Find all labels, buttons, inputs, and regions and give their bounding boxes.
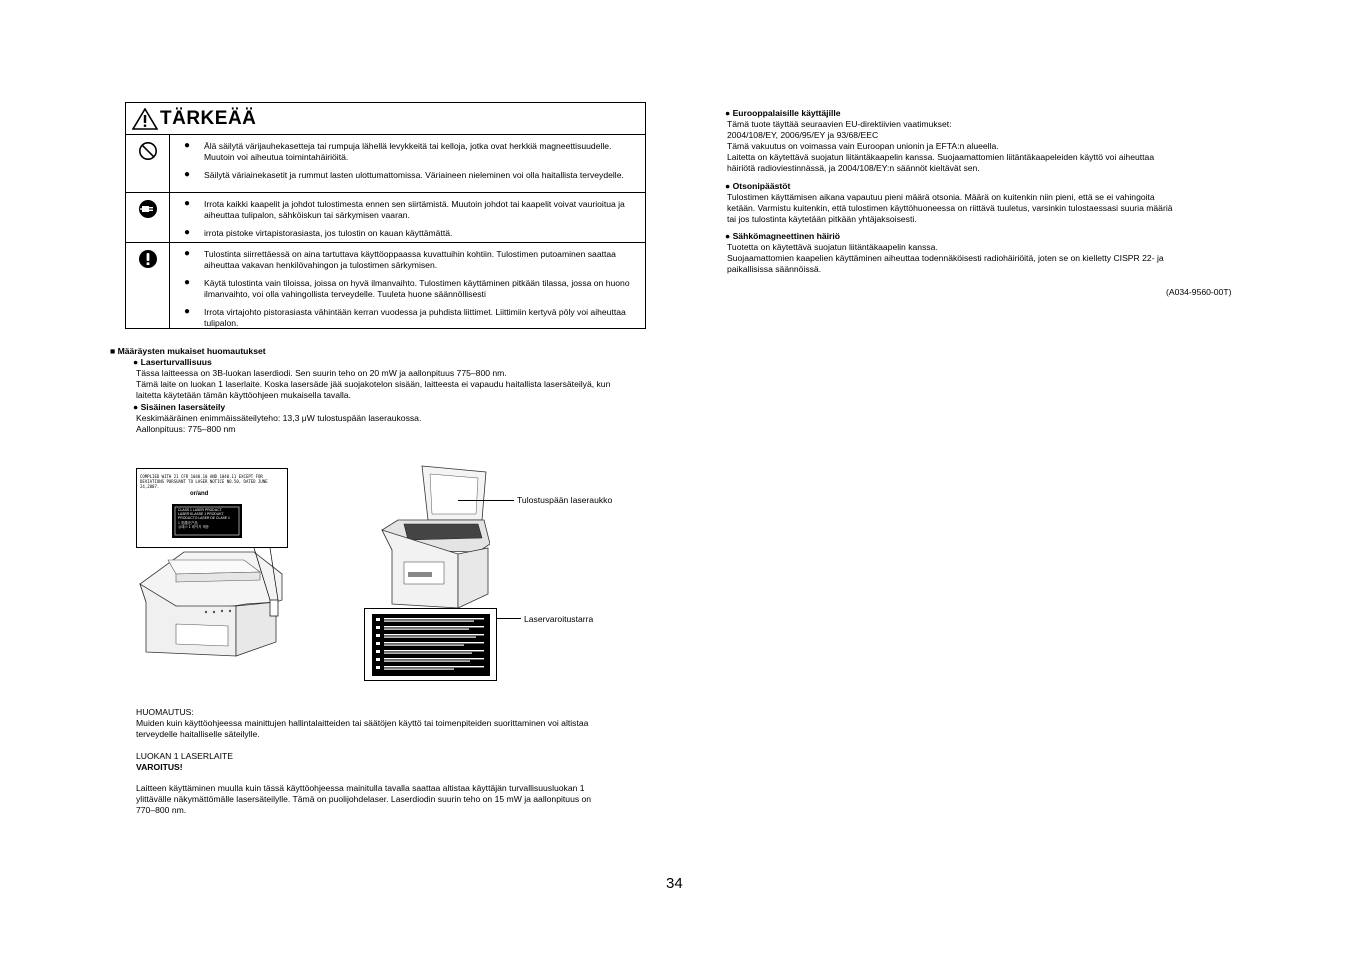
exclamation-icon	[138, 249, 158, 269]
laser-safety-line: Tässa laitteessa on 3B-luokan laserdiodi. Sen suurin teho on 20 mW ja aallonpituus 775–800 nm.	[136, 368, 507, 378]
warning-line: Laitteen käyttäminen muulla kuin tässä käyttöohjeessa mainitulla tavalla saattaa altistaa käyttäjän turvallisuusluokan 1	[136, 783, 585, 793]
class-label-text: CLASS 1 LASER PRODUCT LASER KLASSE 1 PRODUKT PRODUCTO LASER DE CLASE 1 1 类激光产品 클래스 1 레이저 제품	[178, 508, 230, 529]
ozone-line: ketään. Varmistu kuitenkin, että tulostimen käyttöhuoneessa on riittävä tuuletus, varsinkin tulostaessasi suuria määriä	[727, 203, 1173, 213]
internal-laser-line: Aallonpituus: 775–800 nm	[136, 424, 236, 434]
warning-item: ● Säilytä väriainekasetit ja rummut lasten ulottumattomissa. Väriaineen nieleminen voi olla haitallista terveydelle.	[184, 169, 624, 180]
warning-line: 770–800 nm.	[136, 805, 187, 815]
printer-illustration-left	[136, 540, 286, 660]
laser-safety-line: laitetta käytetään tämän käyttöohjeen mukaisella tavalla.	[136, 390, 351, 400]
or-and-label: or/and	[190, 491, 209, 497]
laser-safety-title: ● Laserturvallisuus	[133, 357, 212, 367]
class-title: LUOKAN 1 LASERLAITE	[136, 751, 233, 761]
ozone-line: tai jos tulostinta käytetään pitkään yhtäjaksoisesti.	[727, 214, 917, 224]
emc-line: Tuotetta on käytettävä suojatun liitäntäkaapelin kanssa.	[727, 242, 938, 252]
emc-title: ● Sähkömagneettinen häiriö	[725, 231, 841, 241]
emc-line: Suojaamattomien kaapelien käyttäminen aiheuttaa todennäköisesti radiohäiriöitä, joten se on kielletty CISPR 22- ja	[727, 253, 1164, 263]
warning-label: VAROITUS!	[136, 762, 183, 772]
warning-box	[125, 102, 646, 329]
warning-icon-cell	[126, 135, 170, 192]
warning-triangle-icon	[132, 108, 158, 130]
warning-item: ● Älä säilytä värijauhekasetteja tai rumpuja lähellä levykkeitä tai kelloja, jotka ovat herkkiä magneettisuudelle. Muutoin voi aiheutua toimintahäiriöitä.	[184, 140, 612, 162]
notice-line: terveydelle haitalliselle säteilylle.	[136, 729, 260, 739]
warning-title: TÄRKEÄÄ	[160, 108, 257, 129]
warning-header	[126, 103, 645, 135]
unplug-icon	[138, 199, 158, 219]
page-number: 34	[666, 875, 683, 892]
warning-line: ylittävälle näkymättömälle lasersäteilylle. Tämä on puolijohdelaser. Laserdiodin suurin teho on 15 mW ja aallonpituus on	[136, 794, 592, 804]
callout-line-aperture	[458, 500, 514, 501]
eu-line: Tämä tuote täyttää seuraavien EU-direktiivien vaatimukset:	[727, 119, 952, 129]
warning-item: ● Käytä tulostinta vain tiloissa, joissa on hyvä ilmanvaihto. Tulostimen käyttäminen pitkään tilassa, jossa on huono ilmanvaihto, voi olla vahingollista terveydelle. Tuuleta huone säännöllisesti	[184, 277, 630, 299]
eu-line: 2004/108/EY, 2006/95/EY ja 93/68/EEC	[727, 130, 879, 140]
eu-title: ● Eurooppalaisille käyttäjille	[725, 108, 841, 118]
printer-illustration-right	[378, 464, 490, 612]
notice-line: Muiden kuin käyttöohjeessa mainittujen hallintalaitteiden tai säätöjen käyttö tai toimenpiteiden suorittaminen voi altistaa	[136, 718, 589, 728]
callout-line-caution	[497, 618, 521, 619]
warning-row-caution	[126, 243, 645, 329]
ozone-title: ● Otsonipäästöt	[725, 181, 791, 191]
eu-line: Tämä vakuutus on voimassa vain Euroopan unionin ja EFTA:n alueella.	[727, 141, 999, 151]
ozone-line: Tulostimen käyttämisen aikana vapautuu pieni määrä otsonia. Määrä on kuitenkin niin pieni, että se ei vahingoita	[727, 192, 1155, 202]
warning-item: ● Tulostinta siirrettäessä on aina tartuttava käyttöoppaassa kuvattuihin kohtiin. Tulostimen putoaminen saattaa aiheuttaa vakavan henkilövahingon ja tulostimen särkymisen.	[184, 248, 616, 270]
warning-row-unplug	[126, 193, 645, 243]
warning-icon-cell	[126, 243, 170, 329]
emc-line: paikallisissa säännöissä.	[727, 264, 822, 274]
callout-caution: Laservaroitustarra	[524, 614, 594, 624]
notice-title: HUOMAUTUS:	[136, 707, 194, 717]
warning-icon-cell	[126, 193, 170, 242]
prohibition-icon	[138, 141, 158, 161]
laser-caution-label	[364, 608, 497, 681]
document-code: (A034-9560-00T)	[1166, 287, 1232, 297]
internal-laser-line: Keskimääräinen enimmäissäteilyteho: 13,3 μW tulostuspään laseraukossa.	[136, 413, 422, 423]
warning-item: ● Irrota kaikki kaapelit ja johdot tulostimesta ennen sen siirtämistä. Muutoin johdot tai kaapelit voivat vaurioitua ja aiheuttaa tulipalon, sähköiskun tai särkymisen vaaran.	[184, 198, 625, 220]
warning-item: ● Irrota virtajohto pistorasiasta vähintään kerran vuodessa ja puhdista liittimet. Liittimiin kertyvä pöly voi aiheuttaa tulipalon.	[184, 306, 626, 328]
laser-safety-line: Tämä laite on luokan 1 laserlaite. Koska lasersäde jää suojakotelon sisään, laitteesta ei vapaudu haitallista lasersäteilyä, kun	[136, 379, 611, 389]
certification-text: COMPLIED WITH 21 CFR 1040.10 AND 1040.11 EXCEPT FOR DEVIATIONS PURSUANT TO LASER NOTICE NO.50, DATED JUNE 24,2007.	[140, 474, 268, 489]
eu-line: häiriötä radioviestinnässä, ja 2004/108/EY:n säännöt kieltävät sen.	[727, 163, 980, 173]
internal-laser-title: ● Sisäinen lasersäteily	[133, 402, 226, 412]
regulatory-heading: ■ Määräysten mukaiset huomautukset	[110, 346, 266, 356]
callout-aperture: Tulostuspään laseraukko	[517, 495, 613, 505]
warning-item: ● irrota pistoke virtapistorasiasta, jos tulostin on kauan käyttämättä.	[184, 227, 453, 238]
warning-row-prohibit	[126, 135, 645, 193]
eu-line: Laitetta on käytettävä suojatun liitäntäkaapelin kanssa. Suojaamattomien liitäntäkaapeleiden käyttö voi aiheuttaa	[727, 152, 1155, 162]
